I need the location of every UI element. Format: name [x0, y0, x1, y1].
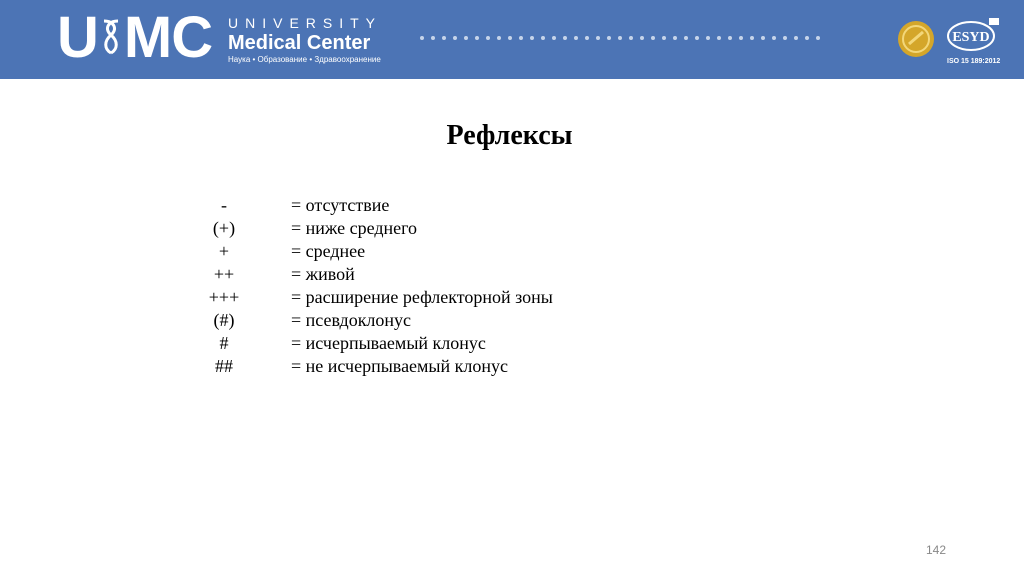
- reflex-description: = расширение рефлекторной зоны: [291, 287, 553, 307]
- reflex-description: = не исчерпываемый клонус: [291, 356, 509, 376]
- reflex-symbol: +++: [208, 287, 240, 307]
- reflex-description: = среднее: [291, 241, 366, 261]
- reflex-symbol: #: [219, 333, 229, 353]
- svg-text:ESYD: ESYD: [952, 30, 990, 45]
- slide-title: [0, 120, 1024, 152]
- reflex-symbol: ++: [213, 264, 235, 284]
- reflex-symbol: -: [221, 195, 227, 215]
- gold-seal-icon: [897, 20, 935, 58]
- reflex-symbol: (#): [213, 310, 235, 330]
- logo-tagline: Наука • Образование • Здравоохранение: [228, 55, 381, 64]
- page-number: 142: [926, 543, 947, 557]
- reflex-description: = живой: [291, 264, 355, 284]
- reflex-symbol: +: [218, 241, 230, 261]
- reflex-symbol: (+): [212, 218, 236, 238]
- logo-medical-center: Medical Center: [228, 32, 371, 54]
- iso-caption: ISO 15 189:2012: [947, 58, 1001, 65]
- header-band: [0, 0, 1024, 79]
- logo-text: [228, 15, 382, 65]
- logo-university: UNIVERSITY: [228, 15, 383, 31]
- reflex-description: = отсутствие: [291, 195, 390, 215]
- reflex-description: = псевдоклонус: [291, 310, 412, 330]
- slide-title-text: Рефлексы: [446, 120, 573, 151]
- umc-logo: U MC: [57, 4, 213, 70]
- reflex-description: = ниже среднего: [291, 218, 418, 238]
- ornament-icon: [100, 15, 122, 59]
- reflex-symbol: ##: [215, 356, 233, 376]
- esyd-logo-icon: [945, 16, 1001, 60]
- reflex-description: = исчерпываемый клонус: [291, 333, 486, 353]
- dot-divider: [420, 36, 820, 40]
